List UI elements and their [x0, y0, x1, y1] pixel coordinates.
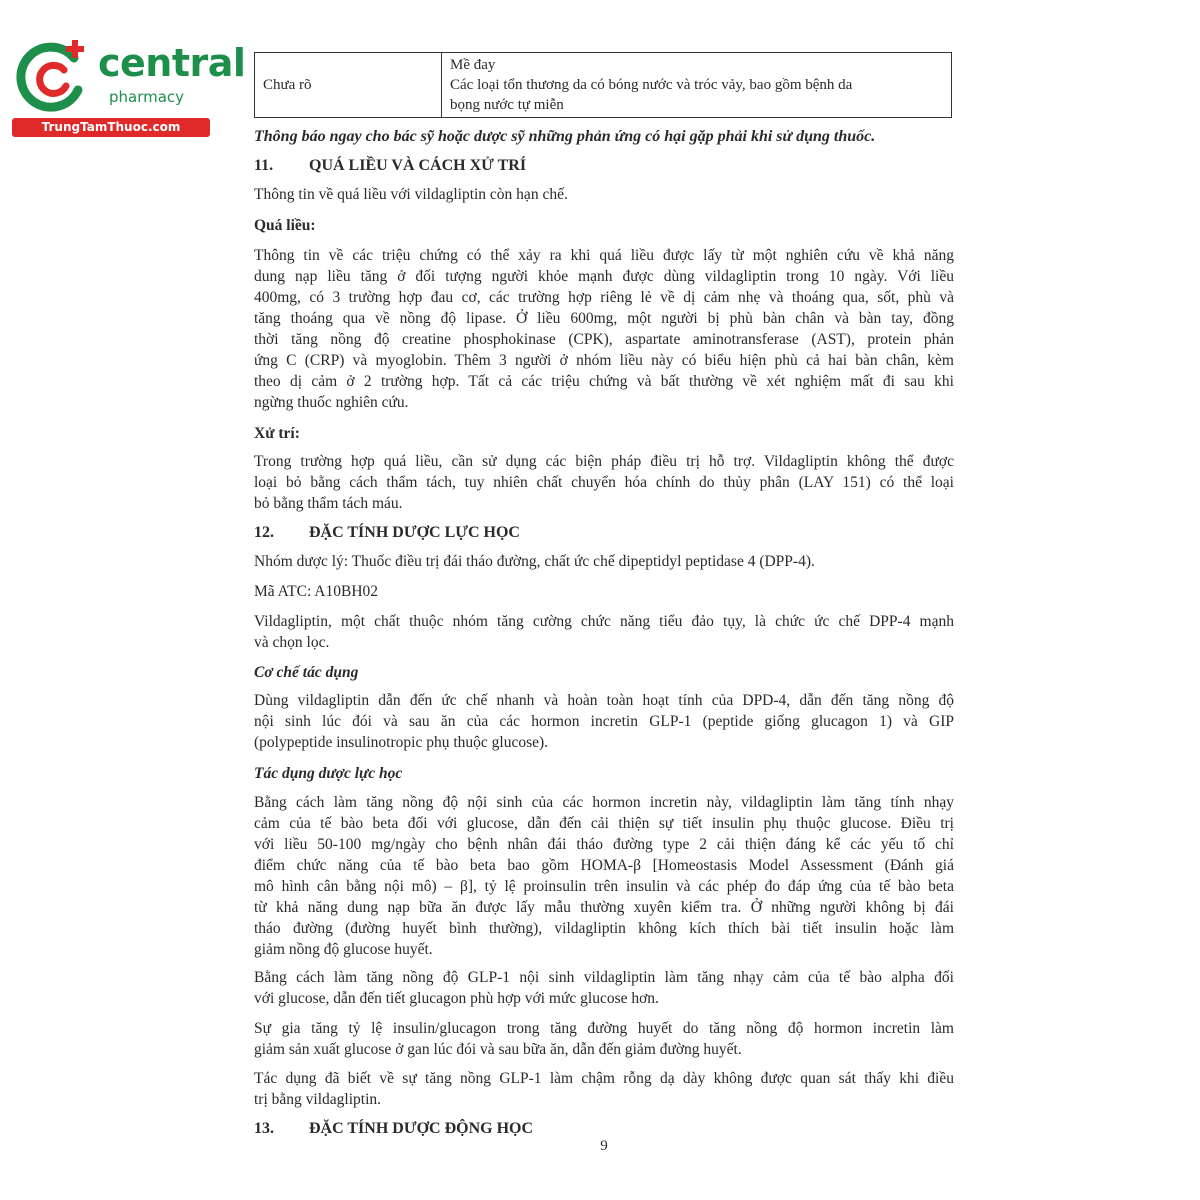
paragraph-line: dung nạp liều tăng ở đối tượng người khỏe mạnh được dùng vildagliptin trong 10 ngày. Với liều — [254, 268, 954, 285]
paragraph-line: Tác dụng đã biết về sự tăng nồng GLP-1 làm chậm rỗng dạ dày không được quan sát thấy khi điều — [254, 1070, 954, 1087]
paragraph-line: cảm của tế bào beta đối với glucose, dẫn đến cải thiện sự tiết insulin phụ thuộc glucose. Điều trị — [254, 815, 954, 832]
paragraph-line: Vildagliptin, một chất thuộc nhóm tăng cường chức năng tiểu đảo tụy, là chức ức chế DPP-4 mạnh — [254, 613, 954, 630]
paragraph-line: bỏ bằng thẩm tách máu. — [254, 495, 403, 512]
notice-text: Thông báo ngay cho bác sỹ hoặc dược sỹ những phản ứng có hại gặp phải khi sử dụng thuốc. — [254, 128, 876, 145]
brand-name: central — [98, 41, 246, 85]
paragraph-line: điểm chức năng của tế bào beta bao gồm HOMA-β [Homeostasis Model Assessment (Đánh giá — [254, 857, 954, 874]
brand-site-badge: TrungTamThuoc.com — [12, 118, 210, 137]
section-title: ĐẶC TÍNH DƯỢC ĐỘNG HỌC — [309, 1120, 534, 1137]
paragraph-line: theo dị cảm ở 2 trường hợp. Tất cả các triệu chứng và bất thường về xét nghiệm mất đi sau khi — [254, 373, 954, 390]
paragraph-line: Mã ATC: A10BH02 — [254, 583, 379, 600]
paragraph-line: với glucose, dẫn đến tiết glucagon phù hợp với mức glucose hơn. — [254, 990, 659, 1007]
table-cell-line: Mề đay — [450, 57, 496, 73]
section-12-heading — [254, 522, 954, 543]
section-number: 11. — [254, 157, 274, 174]
adverse-reactions-table — [254, 52, 952, 118]
paragraph-line: Bằng cách làm tăng nồng độ nội sinh của các hormon incretin này, vildagliptin làm tăng tính nhạy — [254, 794, 954, 811]
brand-sub: pharmacy — [109, 88, 185, 106]
subheading-treatment: Xử trí: — [254, 425, 300, 442]
paragraph-line: 400mg, có 3 trường hợp đau cơ, các trường hợp riêng lẻ về dị cảm nhẹ và thoáng qua, sốt, phù và — [254, 289, 954, 306]
paragraph-line: Dùng vildagliptin dẫn đến ức chế nhanh và hoàn toàn hoạt tính của DPD-4, dẫn đến tăng nồng độ — [254, 692, 954, 709]
subheading-mechanism: Cơ chế tác dụng — [254, 664, 359, 681]
paragraph-line: với liều 50-100 mg/ngày cho bệnh nhân đái tháo đường type 2 cải thiện đáng kể các yếu tố chỉ — [254, 836, 954, 853]
paragraph-line: mô hình cân bằng nội mô) – β], tỷ lệ proinsulin trên insulin và các phép đo đáp ứng của tế bào beta — [254, 878, 954, 895]
paragraph-line: loại bỏ bằng cách thẩm tách, tuy nhiên chất chuyển hóa chính do thủy phân (LAY 151) có thể loại — [254, 474, 954, 491]
section-number: 13. — [254, 1120, 274, 1137]
table-cell-frequency: Chưa rõ — [255, 53, 442, 118]
paragraph-line: ứng C (CRP) và myoglobin. Thêm 3 người ở nhóm liều này có biểu hiện phù cả hai bàn chân, kèm — [254, 352, 954, 369]
paragraph-line: ngừng thuốc nghiên cứu. — [254, 394, 409, 411]
brand-logo — [12, 38, 246, 138]
section-number: 12. — [254, 524, 274, 541]
section-11-heading — [254, 155, 954, 176]
paragraph-line: Bằng cách làm tăng nồng độ GLP-1 nội sinh vildagliptin làm tăng nhạy cảm của tế bào alpha đối — [254, 969, 954, 986]
section-13-heading — [254, 1118, 954, 1139]
paragraph-line: Trong trường hợp quá liều, cần sử dụng các biện pháp điều trị hỗ trợ. Vildagliptin không thể được — [254, 453, 954, 470]
pharmacy-cross-logo-icon — [12, 38, 92, 118]
paragraph-line: và chọn lọc. — [254, 634, 330, 651]
subheading-overdose: Quá liều: — [254, 217, 316, 234]
paragraph-line: Thông tin về quá liều với vildagliptin còn hạn chế. — [254, 186, 568, 203]
paragraph-line: từ khả năng dung nạp bữa ăn được lấy mẫu thường xuyên kiểm tra. Ở những người không bị đái — [254, 899, 954, 916]
table-cell-reactions — [442, 53, 952, 118]
paragraph-line: tăng thoáng qua về nồng độ lipase. Ở liều 600mg, một người bị phù bàn chân và bàn tay, đồng — [254, 310, 954, 327]
section-title: ĐẶC TÍNH DƯỢC LỰC HỌC — [309, 524, 520, 541]
paragraph-line: trị bằng vildagliptin. — [254, 1091, 381, 1108]
page-number: 9 — [600, 1138, 608, 1154]
paragraph-line: (polypeptide insulinotropic phụ thuộc glucose). — [254, 734, 549, 751]
section-title: QUÁ LIỀU VÀ CÁCH XỬ TRÍ — [309, 157, 527, 174]
table-cell-line: bọng nước tự miễn — [450, 97, 564, 113]
table-cell-line: Các loại tổn thương da có bóng nước và tróc vảy, bao gồm bệnh da — [450, 77, 853, 93]
paragraph-line: nội sinh lúc đói và sau ăn của các hormon incretin GLP-1 (peptide giống glucagon 1) và GIP — [254, 713, 954, 730]
paragraph-line: giảm sản xuất glucose ở gan lúc đói và sau bữa ăn, dẫn đến giảm đường huyết. — [254, 1041, 742, 1058]
paragraph-line: giảm nồng độ glucose huyết. — [254, 941, 433, 958]
table-row — [255, 53, 952, 118]
paragraph-line: Nhóm dược lý: Thuốc điều trị đái tháo đường, chất ức chế dipeptidyl peptidase 4 (DPP-4). — [254, 553, 815, 570]
paragraph-line: tháo đường (đường huyết bình thường), vildagliptin không kích thích bài tiết insulin hoặc làm — [254, 920, 954, 937]
paragraph-line: Thông tin về các triệu chứng có thể xảy ra khi quá liều được lấy từ một nghiên cứu về khả năng — [254, 247, 954, 264]
subheading-pharmacodynamics: Tác dụng dược lực học — [254, 765, 403, 782]
paragraph-line: thời tăng nồng độ creatine phosphokinase (CPK), aspartate aminotransferase (AST), protein phản — [254, 331, 954, 348]
paragraph-line: Sự gia tăng tỷ lệ insulin/glucagon trong tăng đường huyết do tăng nồng độ hormon incretin làm — [254, 1020, 954, 1037]
